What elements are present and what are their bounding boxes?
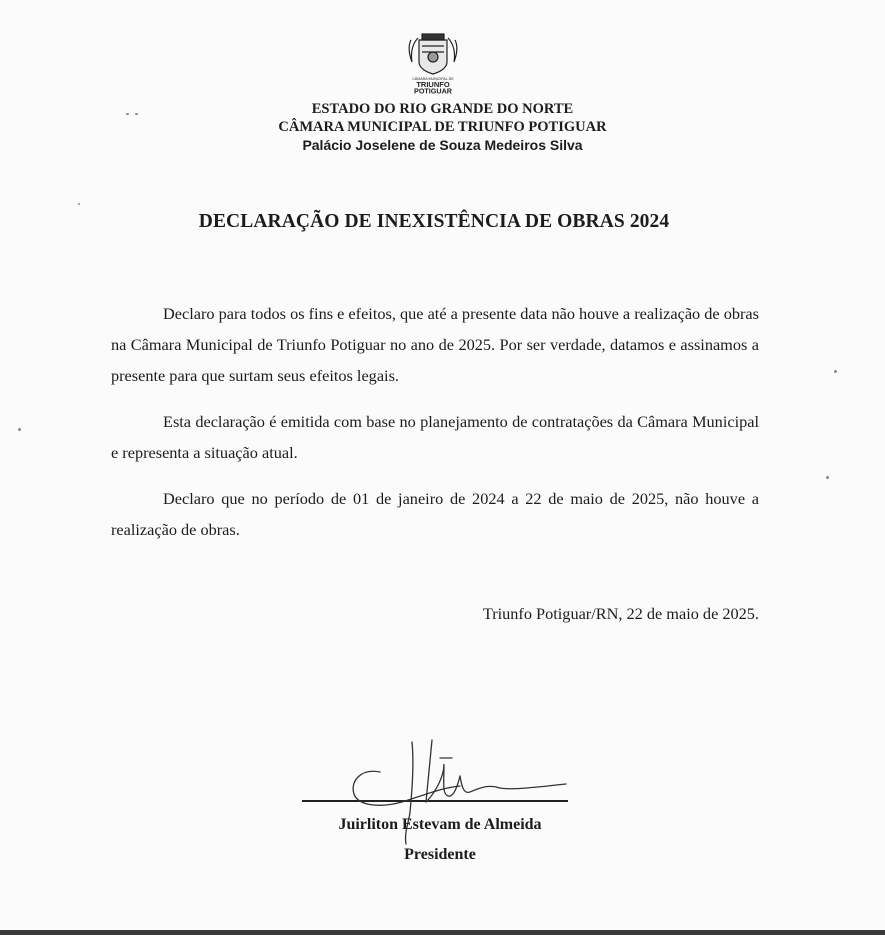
svg-text:CÂMARA MUNICIPAL DE: CÂMARA MUNICIPAL DE [412, 77, 454, 81]
header-palace: Palácio Joselene de Souza Medeiros Silva [302, 137, 583, 153]
scan-speck [834, 370, 837, 373]
triunfo-potiguar-crest-icon [404, 32, 462, 94]
signatory-name: Juirliton Estevam de Almeida [338, 816, 542, 833]
svg-text:TRIUNFO: TRIUNFO [416, 80, 450, 89]
scan-speck [826, 476, 829, 479]
signatory-role: Presidente [404, 846, 476, 863]
scan-speck [78, 203, 80, 205]
place-date: Triunfo Potiguar/RN, 22 de maio de 2025. [482, 604, 759, 623]
scan-speck [18, 428, 21, 431]
body-paragraph-1: Declaro para todos os fins e efeitos, que até a presente data não houve a realização de obras na Câmara Municipal de Triunfo Potiguar no ano de 2025. Por ser verdade, datamos e assinamos a presente para que surtam seus efeitos legais. [111, 304, 759, 385]
header-state: ESTADO DO RIO GRANDE DO NORTE [311, 101, 574, 117]
svg-text:POTIGUAR: POTIGUAR [414, 86, 452, 94]
body-paragraph-3: Declaro que no período de 01 de janeiro de 2024 a 22 de maio de 2025, não houve a realização de obras. [111, 489, 759, 539]
document-title: DECLARAÇÃO DE INEXISTÊNCIA DE OBRAS 2024 [198, 211, 670, 232]
handwritten-signature-icon [340, 732, 580, 852]
body-paragraph-2: Esta declaração é emitida com base no planejamento de contratações da Câmara Municipal e representa a situação atual. [111, 412, 759, 462]
scan-bottom-edge [0, 930, 885, 935]
header-chamber: CÂMARA MUNICIPAL DE TRIUNFO POTIGUAR [278, 119, 607, 135]
scan-speck [126, 113, 129, 115]
scan-speck [135, 113, 138, 115]
